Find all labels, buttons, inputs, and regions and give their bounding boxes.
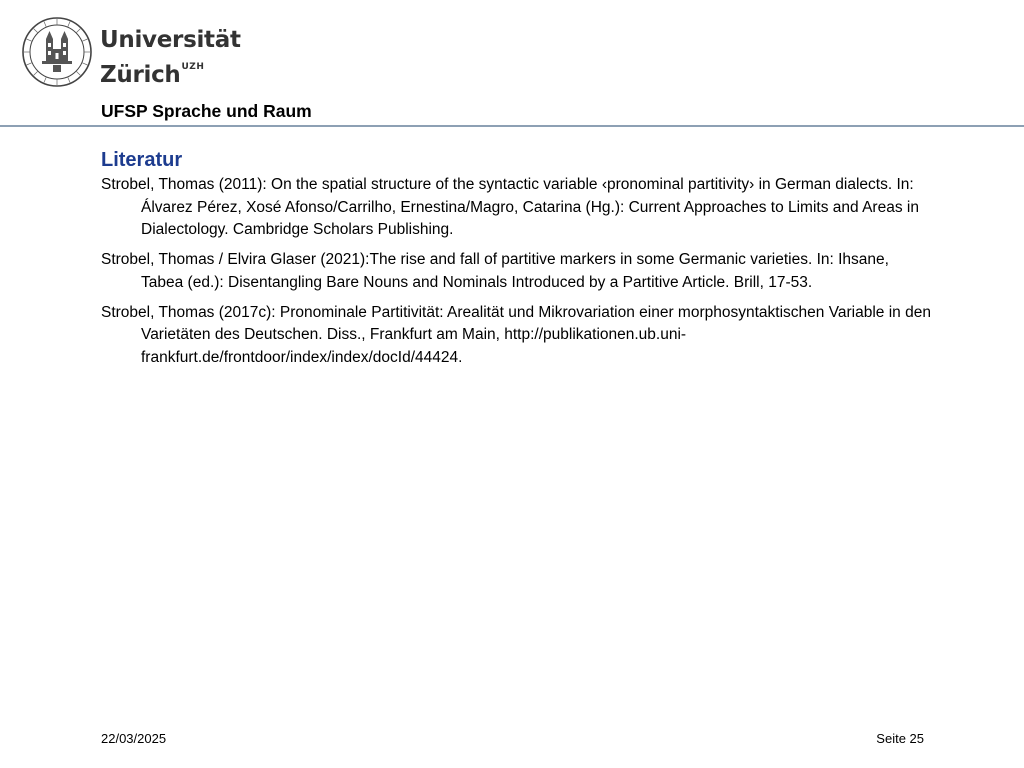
logo-line-2 [100, 54, 241, 89]
logo-line-2-text: Zürich [100, 62, 181, 88]
slide-title: Literatur [101, 149, 183, 171]
reference-item: Strobel, Thomas / Elvira Glaser (2021):The rise and fall of partitive markers in some Germanic varieties. In: Ihsane, Tabea (ed.): Disentangling Bare Nouns and Nominals Introduced by a Partitive Article. Brill, 17-53. [101, 251, 889, 291]
logo-line-1: Universität [100, 27, 241, 53]
footer-date: 22/03/2025 [101, 731, 167, 746]
university-seal-icon [22, 17, 92, 87]
reference-item: Strobel, Thomas (2011): On the spatial structure of the syntactic variable ‹pronominal partitivity› in German dialects. In: Álvarez Pérez, Xosé Afonso/Carrilho, Ernestina/Magro, Catarina (Hg.): Current Approaches to Limits and Areas in Dialectology. Cambridge Scholars Publishing. [101, 176, 919, 238]
department-title: UFSP Sprache und Raum [101, 101, 312, 121]
university-logo-wordmark [100, 27, 241, 89]
page-number: Seite 25 [876, 731, 924, 746]
header-divider [0, 125, 1024, 127]
reference-item: Strobel, Thomas (2017c): Pronominale Partitivität: Arealität und Mikrovariation einer morphosyntaktischen Variable in den Varietäten des Deutschen. Diss., Frankfurt am Main, http://publikationen.ub.uni-frankfurt.de/frontdoor/index/index/docId/44424. [101, 303, 931, 366]
logo-suffix: UZH [181, 62, 205, 72]
reference-list [101, 174, 933, 377]
